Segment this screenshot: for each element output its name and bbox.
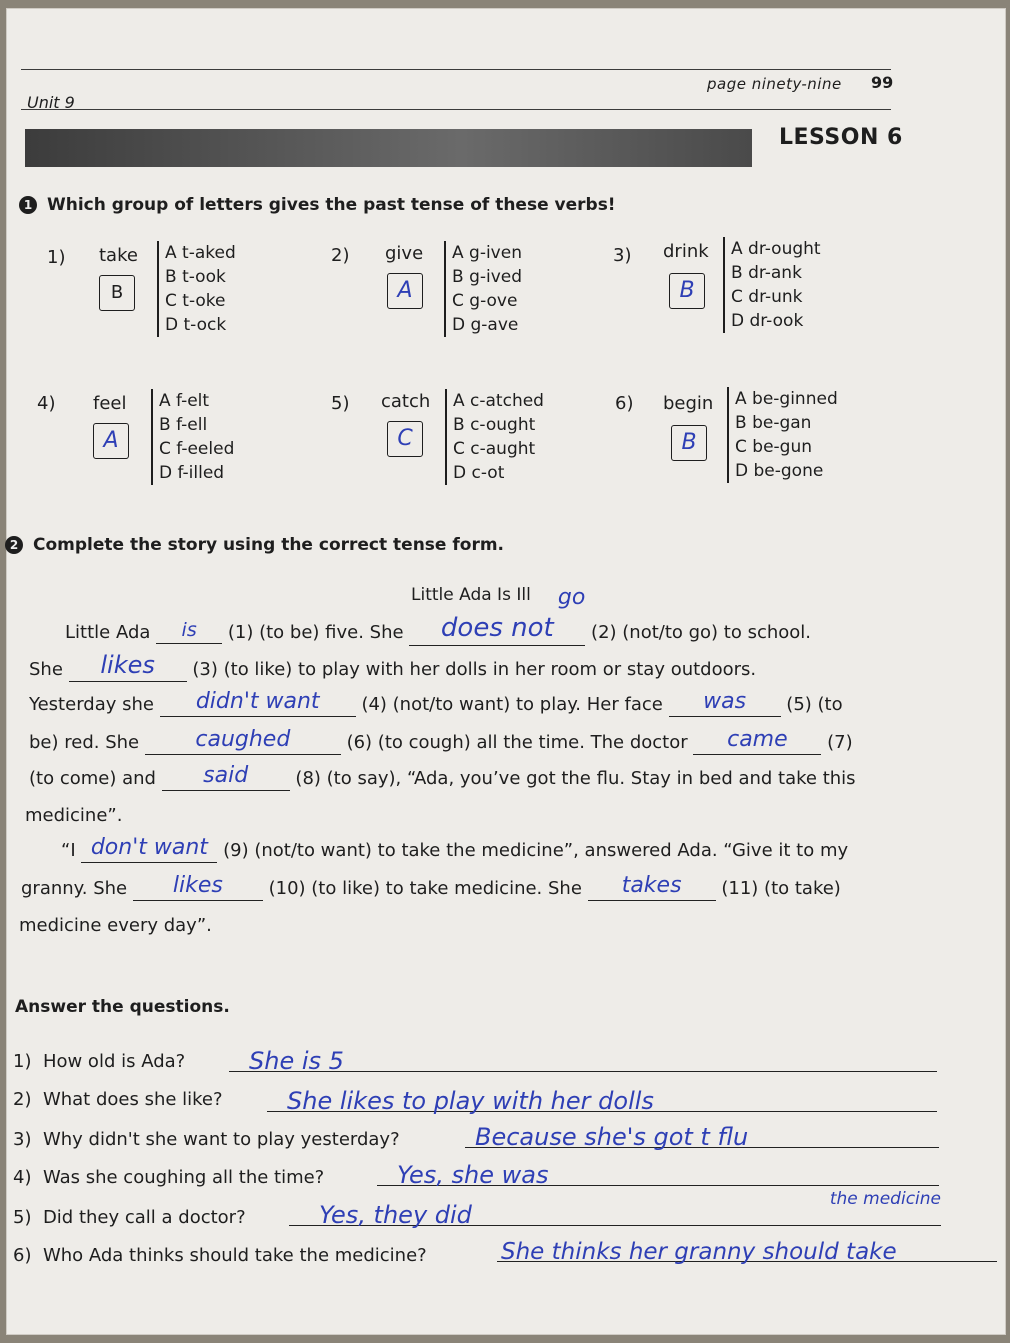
exercise-1-text: Which group of letters gives the past tense of these verbs! — [47, 195, 616, 215]
answer-line-6[interactable]: She thinks her granny should take — [497, 1235, 997, 1262]
answer-mark: B — [110, 282, 124, 303]
option: A g-iven — [452, 243, 522, 263]
options-list — [444, 241, 522, 337]
item-verb: catch — [381, 391, 431, 412]
option: D be-gone — [735, 461, 824, 481]
story-line-7: “I don't want (9) (not/to want) to take the medicine”, answered Ada. “Give it to my — [61, 835, 849, 861]
item-verb: drink — [663, 241, 709, 262]
option: C t-oke — [165, 291, 226, 311]
answer-mark: A — [103, 428, 119, 453]
story-line-1: Little Ada is (1) (to be) five. She does not go (2) (not/to go) to school. — [65, 615, 811, 646]
item-verb: take — [99, 245, 138, 266]
option: A be-ginned — [735, 389, 838, 409]
blank-2[interactable]: does not go — [409, 615, 585, 646]
blank-2-note: go — [557, 585, 586, 610]
blank-10[interactable]: likes — [133, 875, 263, 901]
answer-line-1[interactable]: She is 5 — [229, 1045, 937, 1072]
item-number: 4) — [37, 393, 56, 414]
options-list — [727, 387, 838, 483]
answer-box[interactable] — [93, 423, 129, 459]
lesson-banner — [25, 129, 752, 167]
option: D g-ave — [452, 315, 519, 335]
answer-box[interactable] — [99, 275, 135, 311]
option: C be-gun — [735, 437, 812, 457]
item-verb: begin — [663, 393, 714, 414]
unit-label: Unit 9 — [27, 93, 75, 112]
exercise-2-text: Complete the story using the correct tense form. — [33, 535, 505, 555]
question-5: 5) Did they call a doctor? — [13, 1207, 246, 1228]
story-line-9: medicine every day”. — [19, 915, 212, 936]
story-line-5: (to come) and said (8) (to say), “Ada, you’ve got the flu. Stay in bed and take this — [29, 763, 856, 789]
option: B dr-ank — [731, 263, 802, 283]
option: B f-ell — [159, 415, 208, 435]
options-list — [723, 237, 821, 333]
option: A c-atched — [453, 391, 544, 411]
blank-11[interactable]: takes — [588, 875, 716, 901]
item-verb: give — [385, 243, 424, 264]
blank-8[interactable]: said — [162, 765, 290, 791]
exercise-2-number: 2 — [5, 536, 23, 554]
exercise-1-number: 1 — [19, 196, 37, 214]
option: A t-aked — [165, 243, 236, 263]
blank-9[interactable]: don't want — [81, 837, 217, 863]
lesson-title: LESSON 6 — [779, 125, 903, 150]
story-line-4: be) red. She caughed (6) (to cough) all the time. The doctor came (7) — [29, 727, 853, 753]
workbook-page — [6, 8, 1006, 1335]
question-2: 2) What does she like? — [13, 1089, 223, 1110]
answer-mark: A — [397, 278, 413, 303]
exercise-2-instruction — [5, 535, 504, 555]
story-line-2: She likes (3) (to like) to play with her dolls in her room or stay outdoors. — [29, 651, 757, 680]
option: D f-illed — [159, 463, 225, 483]
option: C f-eeled — [159, 439, 235, 459]
blank-6[interactable]: caughed — [145, 729, 341, 755]
item-verb: feel — [93, 393, 127, 414]
blank-3[interactable]: likes — [69, 653, 187, 682]
options-list — [157, 241, 236, 337]
option: B be-gan — [735, 413, 812, 433]
story-line-3: Yesterday she didn't want (4) (not/to want) to play. Her face was (5) (to — [29, 689, 843, 715]
option: B g-ived — [452, 267, 523, 287]
answer-box[interactable] — [669, 273, 705, 309]
option: D t-ock — [165, 315, 227, 335]
item-number: 2) — [331, 245, 350, 266]
exercise-1-instruction — [19, 195, 616, 215]
item-number: 5) — [331, 393, 350, 414]
option: B t-ook — [165, 267, 226, 287]
option: A dr-ought — [731, 239, 821, 259]
option: D dr-ook — [731, 311, 804, 331]
option: D c-ot — [453, 463, 505, 483]
item-number: 6) — [615, 393, 634, 414]
page-label: page ninety-nine — [707, 75, 842, 93]
answer-box[interactable] — [387, 273, 423, 309]
story-title: Little Ada Is Ill — [411, 585, 531, 605]
page-number: 99 — [871, 73, 894, 92]
blank-4[interactable]: didn't want — [160, 691, 356, 717]
story-line-8: granny. She likes (10) (to like) to take medicine. She takes (11) (to take) — [21, 873, 841, 899]
story-line-6: medicine”. — [25, 805, 123, 826]
answer-line-2[interactable]: She likes to play with her dolls — [267, 1085, 937, 1112]
answer-mark: C — [397, 426, 413, 451]
answer-mark: B — [679, 278, 695, 303]
blank-7[interactable]: came — [693, 729, 821, 755]
question-6: 6) Who Ada thinks should take the medicine? — [13, 1245, 427, 1266]
option: A f-elt — [159, 391, 210, 411]
options-list — [445, 389, 544, 485]
exercise-3-instruction: Answer the questions. — [15, 997, 230, 1017]
options-list — [151, 389, 234, 485]
item-number: 3) — [613, 245, 632, 266]
answer-line-5[interactable]: Yes, they did the medicine — [289, 1199, 941, 1226]
item-number: 1) — [47, 247, 66, 268]
answer-6-continuation: the medicine — [829, 1189, 941, 1209]
header-rule-bottom — [21, 109, 891, 110]
answer-box[interactable] — [671, 425, 707, 461]
question-1: 1) How old is Ada? — [13, 1051, 186, 1072]
question-4: 4) Was she coughing all the time? — [13, 1167, 325, 1188]
option: C c-aught — [453, 439, 536, 459]
header-rule-top — [21, 69, 891, 70]
option: C g-ove — [452, 291, 518, 311]
answer-line-3[interactable]: Because she's got t flu — [465, 1121, 939, 1148]
answer-line-4[interactable]: Yes, she was — [377, 1159, 939, 1186]
question-3: 3) Why didn't she want to play yesterday? — [13, 1129, 400, 1150]
answer-mark: B — [681, 430, 697, 455]
option: B c-ought — [453, 415, 536, 435]
blank-1[interactable]: is — [156, 621, 222, 644]
blank-5[interactable]: was — [669, 691, 781, 717]
answer-box[interactable] — [387, 421, 423, 457]
option: C dr-unk — [731, 287, 803, 307]
